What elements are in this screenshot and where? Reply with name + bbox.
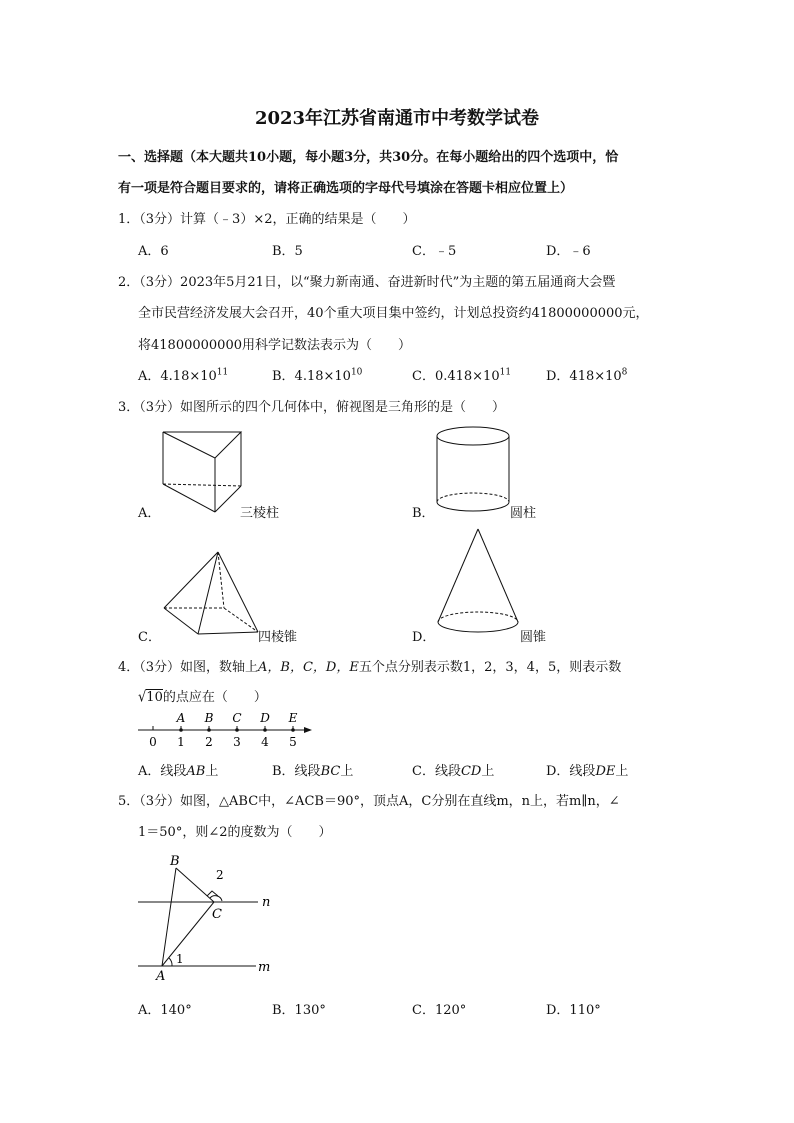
- q3-option-b-name: 圆柱: [510, 506, 537, 521]
- exponent: 8: [621, 367, 628, 378]
- q2-stem-line3: 将41800000000用科学记数法表示为（ ）: [138, 338, 411, 353]
- label-a: A: [156, 969, 166, 984]
- q3-option-c-name: 四棱锥: [258, 630, 298, 645]
- q4-points: A，B，C，D，E: [258, 660, 359, 675]
- axis-number-4: 4: [261, 735, 269, 749]
- q4-stem-line2: √10的点应在（ ）: [138, 688, 267, 707]
- q4-option-a: A．线段AB上: [138, 764, 219, 779]
- exponent: 10: [350, 367, 363, 378]
- q3-option-d-letter: D．: [412, 630, 436, 645]
- q5-option-d: D．110°: [546, 1003, 601, 1018]
- radicand: 10: [146, 690, 163, 705]
- axis-number-5: 5: [289, 735, 297, 749]
- q5-option-a: A．140°: [138, 1003, 192, 1018]
- q5-option-b: B．130°: [272, 1003, 326, 1018]
- q2-stem-line2: 全市民营经济发展大会召开，40个重大项目集中签约，计划总投资约41800000000元，: [138, 306, 649, 321]
- q2-option-d: D．$418\times 10^8$: [546, 367, 628, 384]
- q4-stem-line1: 4．（3分）如图，数轴上A，B，C，D，E五个点分别表示数1，2，3，4，5，则表示数: [118, 660, 622, 675]
- axis-letter-b: B: [204, 711, 214, 725]
- exponent: 11: [499, 367, 512, 378]
- q1-option-d: D．﹣6: [546, 244, 591, 259]
- number-line-figure: [136, 708, 316, 752]
- q4-option-b: B．线段BC上: [272, 764, 354, 779]
- q3-option-a-letter: A．: [138, 506, 161, 521]
- q3-option-b-letter: B．: [412, 506, 435, 521]
- label-angle-1: 1: [176, 952, 184, 966]
- q1-option-a: A．6: [138, 244, 169, 259]
- q1-stem: 1．（3分）计算（﹣3）×2，正确的结果是（ ）: [118, 212, 416, 227]
- q5-stem-line2: 1＝50°，则∠2的度数为（ ）: [138, 825, 332, 840]
- cone-figure: [434, 526, 524, 640]
- section-heading-line2: 有一项是符合题目要求的，请将正确选项的字母代号填涂在答题卡相应位置上）: [118, 181, 574, 196]
- label-c: C: [212, 907, 222, 922]
- q5-option-c: C．120°: [412, 1003, 467, 1018]
- axis-number-0: 0: [149, 735, 157, 749]
- section-heading-line1: 一、选择题（本大题共10小题，每小题3分，共30分。在每小题给出的四个选项中，恰: [118, 150, 619, 165]
- q1-option-b: B．5: [272, 244, 303, 259]
- axis-number-3: 3: [233, 735, 241, 749]
- triangle-parallel-lines-figure: [132, 846, 282, 984]
- q2-option-c: C．$0.418\times 10^{11}$: [412, 367, 512, 384]
- axis-letter-c: C: [232, 711, 242, 725]
- q4-option-c: C．线段CD上: [412, 764, 495, 779]
- page-title: 2023年江苏省南通市中考数学试卷: [254, 108, 540, 129]
- q3-option-c-letter: C．: [138, 630, 161, 645]
- axis-number-1: 1: [177, 735, 185, 749]
- axis-letter-d: D: [260, 711, 270, 725]
- q1-option-c: C．﹣5: [412, 244, 457, 259]
- cylinder-figure: [432, 424, 514, 516]
- label-angle-2: 2: [216, 868, 224, 882]
- q2-stem-line1: 2．（3分）2023年5月21日，以“聚力新南通、奋进新时代”为主题的第五届通商大会暨: [118, 275, 616, 290]
- label-n: n: [262, 895, 271, 910]
- label-m: m: [258, 960, 271, 975]
- q4-option-d: D．线段DE上: [546, 764, 629, 779]
- exponent: 11: [216, 367, 229, 378]
- q3-option-d-name: 圆锥: [520, 630, 547, 645]
- q3-option-a-name: 三棱柱: [240, 506, 280, 521]
- axis-letter-a: A: [176, 711, 186, 725]
- sqrt-symbol: √: [138, 688, 147, 707]
- axis-number-2: 2: [205, 735, 213, 749]
- square-pyramid-figure: [158, 548, 262, 640]
- q3-stem: 3．（3分）如图所示的四个几何体中，俯视图是三角形的是（ ）: [118, 400, 506, 415]
- q2-option-a: A．$4.18\times 10^{11}$: [138, 367, 229, 384]
- label-b: B: [170, 854, 180, 869]
- q5-stem-line1: 5．（3分）如图，△ABC中，∠ACB＝90°，顶点A，C分别在直线m，n上，若m∥n，∠: [118, 794, 620, 809]
- axis-letter-e: E: [288, 711, 298, 725]
- q2-option-b: B．$4.18\times 10^{10}$: [272, 367, 363, 384]
- triangular-prism-figure: [155, 428, 245, 518]
